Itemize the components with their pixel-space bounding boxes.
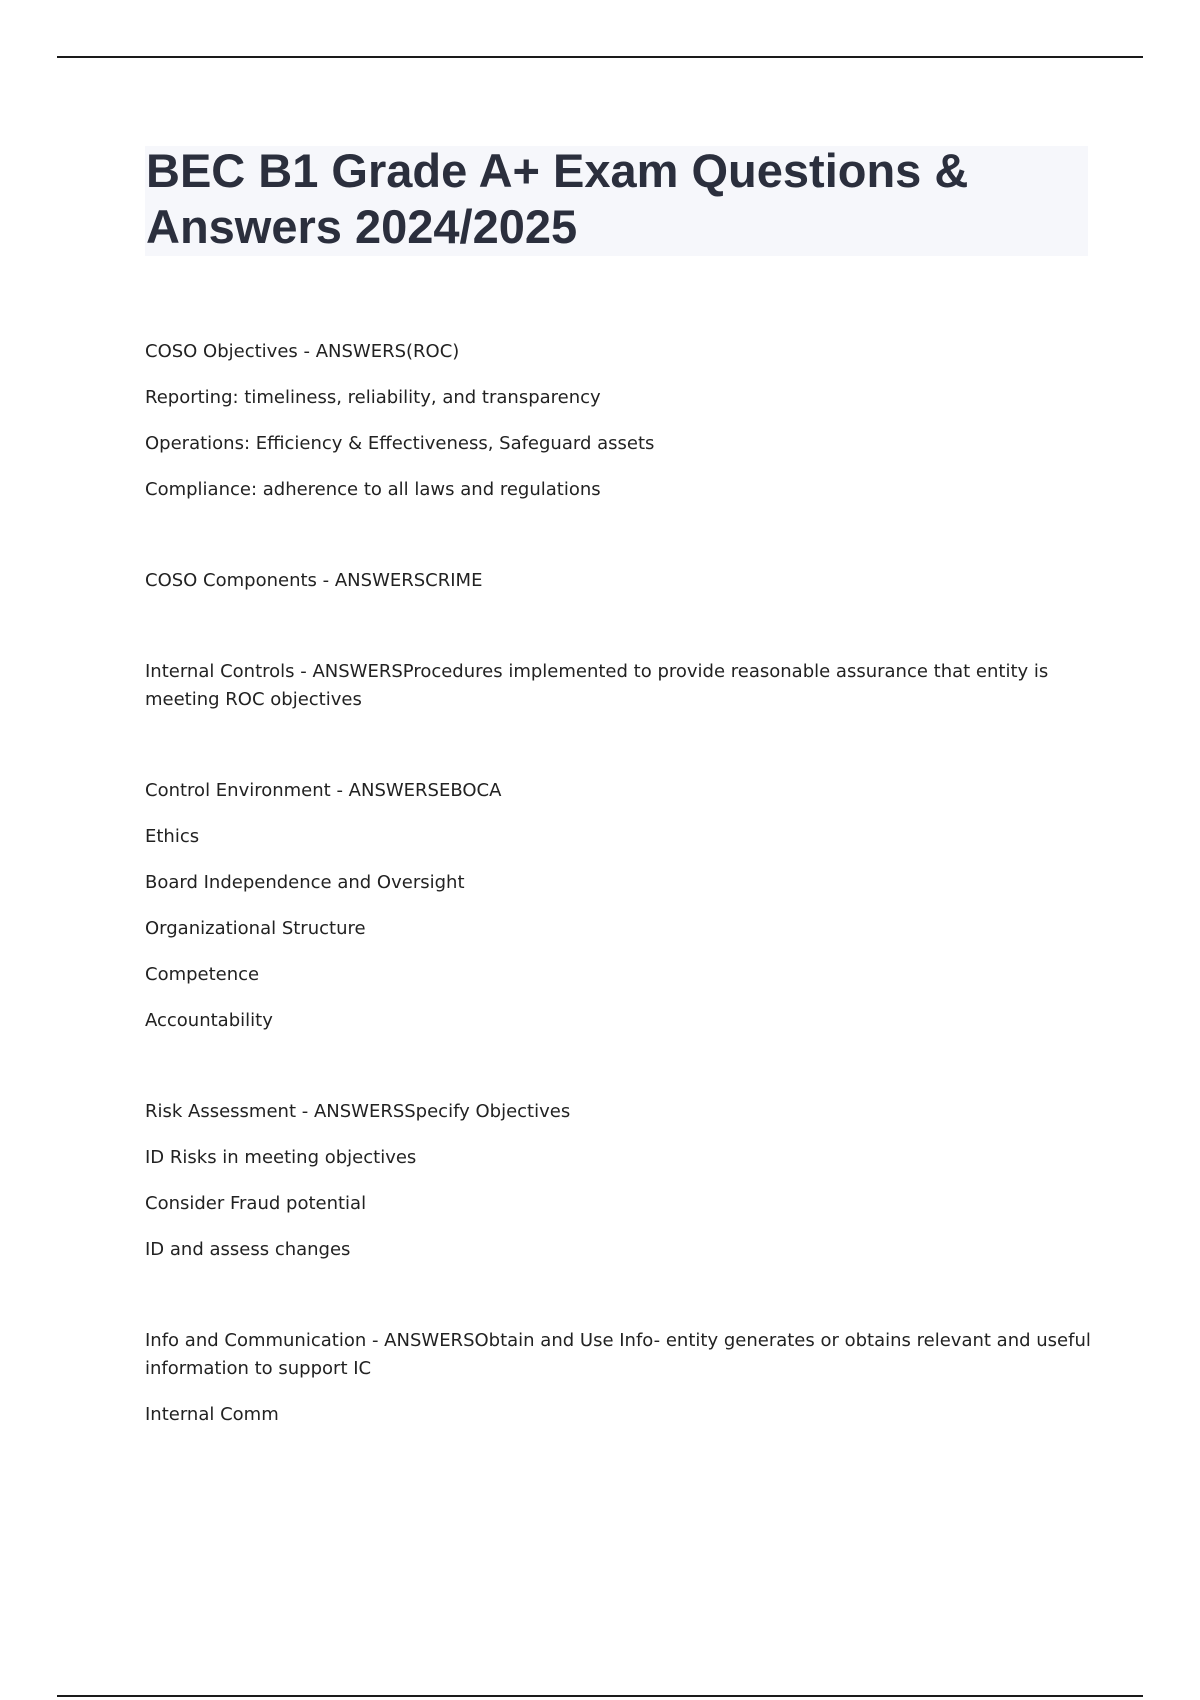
- entry-heading: Info and Communication - ANSWERSObtain and Use Info- entity generates or obtains relevant and useful information to support IC: [145, 1330, 1091, 1379]
- entry-line: Organizational Structure: [145, 918, 366, 939]
- entry-spacer: [145, 595, 1095, 658]
- entry-line: ID and assess changes: [145, 1239, 351, 1260]
- entry-heading: Internal Controls - ANSWERSProcedures implemented to provide reasonable assurance that entity is meeting ROC objectives: [145, 661, 1049, 710]
- entry-spacer: [145, 1035, 1095, 1098]
- entry-heading: COSO Objectives - ANSWERS(ROC): [145, 341, 460, 362]
- entry-line: Ethics: [145, 826, 200, 847]
- entry-heading: COSO Components - ANSWERSCRIME: [145, 570, 483, 591]
- entry-control-environment: [145, 777, 1095, 1035]
- entry-spacer: [145, 504, 1095, 567]
- entry-coso-components: [145, 567, 1095, 595]
- entry-line: Consider Fraud potential: [145, 1193, 367, 1214]
- entry-internal-controls: [145, 658, 1095, 714]
- entry-line: Internal Comm: [145, 1404, 279, 1425]
- document-title: BEC B1 Grade A+ Exam Questions & Answers 2024/2025: [146, 144, 969, 253]
- document-body: [145, 338, 1095, 1429]
- entry-risk-assessment: [145, 1098, 1095, 1264]
- entry-info-communication: [145, 1327, 1095, 1429]
- entry-line: Operations: Efficiency & Effectiveness, Safeguard assets: [145, 433, 655, 454]
- entry-line: Accountability: [145, 1010, 273, 1031]
- entry-spacer: [145, 714, 1095, 777]
- entry-coso-objectives: [145, 338, 1095, 504]
- entry-line: Compliance: adherence to all laws and regulations: [145, 479, 601, 500]
- entry-line: Board Independence and Oversight: [145, 872, 465, 893]
- entry-line: ID Risks in meeting objectives: [145, 1147, 417, 1168]
- top-rule: [57, 56, 1143, 58]
- entry-spacer: [145, 1264, 1095, 1327]
- entry-line: Competence: [145, 964, 260, 985]
- entry-heading: Control Environment - ANSWERSEBOCA: [145, 780, 502, 801]
- entry-heading: Risk Assessment - ANSWERSSpecify Objectives: [145, 1101, 571, 1122]
- entry-line: Reporting: timeliness, reliability, and transparency: [145, 387, 601, 408]
- bottom-rule: [57, 1695, 1143, 1697]
